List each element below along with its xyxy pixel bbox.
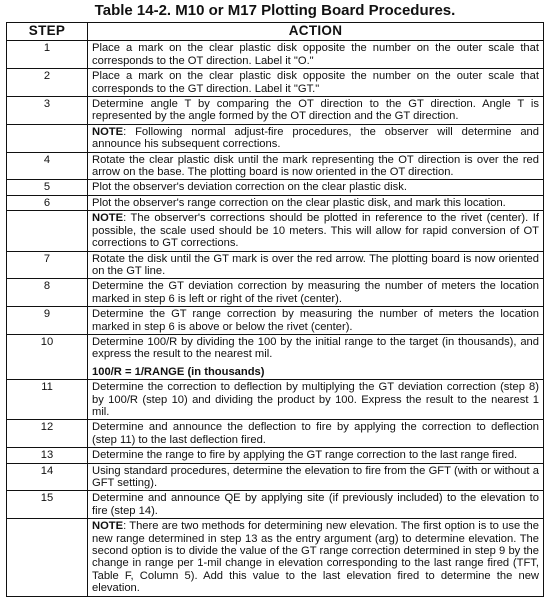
step-action: Rotate the clear plastic disk until the mark representing the OT direction is over the red arrow on the base. The plotting board is now oriented in the OT direction.: [88, 152, 544, 180]
step-action: Determine the range to fire by applying the GT range correction to the last range fired.: [88, 448, 544, 463]
step-number-empty: [7, 519, 88, 596]
step-action: Determine the GT range correction by measuring the number of meters the location marked in step 6 is above or below the rivet (center).: [88, 307, 544, 335]
note-label: NOTE: [92, 520, 124, 533]
table-row: [7, 195, 544, 210]
step-number: 1: [7, 41, 88, 69]
note-row: [7, 519, 544, 596]
step-number: 6: [7, 195, 88, 210]
table-row: [7, 463, 544, 491]
table-row: [7, 41, 544, 69]
table-row: [7, 380, 544, 420]
step-action: Determine angle T by comparing the OT direction to the GT direction. Angle T is represented by the angle formed by the OT direction and the GT direction.: [88, 97, 544, 125]
step-number-empty: [7, 211, 88, 251]
step-number: 3: [7, 97, 88, 125]
step-number: 15: [7, 491, 88, 519]
step-number: 4: [7, 152, 88, 180]
step-action: Determine and announce the deflection to fire by applying the correction to deflection (step 11) to the last deflection fired.: [88, 420, 544, 448]
table-row: [7, 448, 544, 463]
table-row: [7, 307, 544, 335]
note-text: [88, 124, 544, 152]
table-row: [7, 334, 544, 379]
table-row: [7, 180, 544, 195]
step-number: 14: [7, 463, 88, 491]
step-number: 10: [7, 334, 88, 379]
step-action: Rotate the disk until the GT mark is over the red arrow. The plotting board is now oriented on the GT line.: [88, 251, 544, 279]
step-number: 2: [7, 69, 88, 97]
table-row: [7, 279, 544, 307]
step-action-text: Determine 100/R by dividing the 100 by the initial range to the target (in thousands), and express the result to the nearest mil.: [92, 335, 539, 361]
table-row: [7, 251, 544, 279]
table-row: [7, 97, 544, 125]
header-row: [7, 23, 544, 41]
table-row: [7, 152, 544, 180]
step-number-empty: [7, 124, 88, 152]
step-number: 7: [7, 251, 88, 279]
note-label: NOTE: [92, 125, 124, 138]
step-number: 9: [7, 307, 88, 335]
step-action: Place a mark on the clear plastic disk opposite the number on the outer scale that corresponds to the GT direction. Label it "GT.": [88, 69, 544, 97]
note-text: [88, 211, 544, 251]
step-number: 8: [7, 279, 88, 307]
procedures-table: [6, 22, 544, 597]
note-body: : There are two methods for determining new elevation. The first option is to use the new range determined in step 13 as the entry argument (arg) to determine elevation. The second option is to divide the value of the GT range correction determined in step 9 by the change in range per 1-mil change in elevation corresponding to the last range fired (TFT, Table F, Column 5). Add this value to the last elevation fired to determine the new elevation.: [92, 520, 539, 595]
note-text: [88, 519, 544, 596]
step-action: Determine and announce QE by applying site (if previously included) to the elevation to fire (step 14).: [88, 491, 544, 519]
step-action-with-formula: [88, 334, 544, 379]
step-number: 12: [7, 420, 88, 448]
step-number: 11: [7, 380, 88, 420]
table-title: Table 14-2. M10 or M17 Plotting Board Procedures.: [94, 2, 456, 19]
step-action: Place a mark on the clear plastic disk opposite the number on the outer scale that corresponds to the OT direction. Label it "O.": [88, 41, 544, 69]
note-body: : Following normal adjust-fire procedures, the observer will determine and announce his subsequent corrections.: [92, 125, 539, 151]
step-action: Plot the observer's range correction on the clear plastic disk, and mark this location.: [88, 195, 544, 210]
note-row: [7, 124, 544, 152]
note-body: : The observer's corrections should be plotted in reference to the rivet (center). If possible, the scale used should be 10 meters. This will allow for rapid conversion of OT corrections to GT corrections.: [92, 212, 539, 250]
step-action: Determine the GT deviation correction by measuring the number of meters the location marked in step 6 is left or right of the rivet (center).: [88, 279, 544, 307]
table-row: [7, 420, 544, 448]
table-row: [7, 491, 544, 519]
step-action: Using standard procedures, determine the elevation to fire from the GFT (with or without a GFT setting).: [88, 463, 544, 491]
step-action: Plot the observer's deviation correction on the clear plastic disk.: [88, 180, 544, 195]
step-column-header: STEP: [7, 23, 88, 41]
formula-text: 100/R = 1/RANGE (in thousands): [92, 365, 265, 378]
step-number: 13: [7, 448, 88, 463]
note-row: [7, 211, 544, 251]
step-action: Determine the correction to deflection by multiplying the GT deviation correction (step 8) by 100/R (step 10) and dividing the product by 100. Express the result to the nearest 1 mil.: [88, 380, 544, 420]
table-row: [7, 69, 544, 97]
step-number: 5: [7, 180, 88, 195]
action-column-header: ACTION: [88, 23, 544, 41]
note-label: NOTE: [92, 212, 124, 225]
